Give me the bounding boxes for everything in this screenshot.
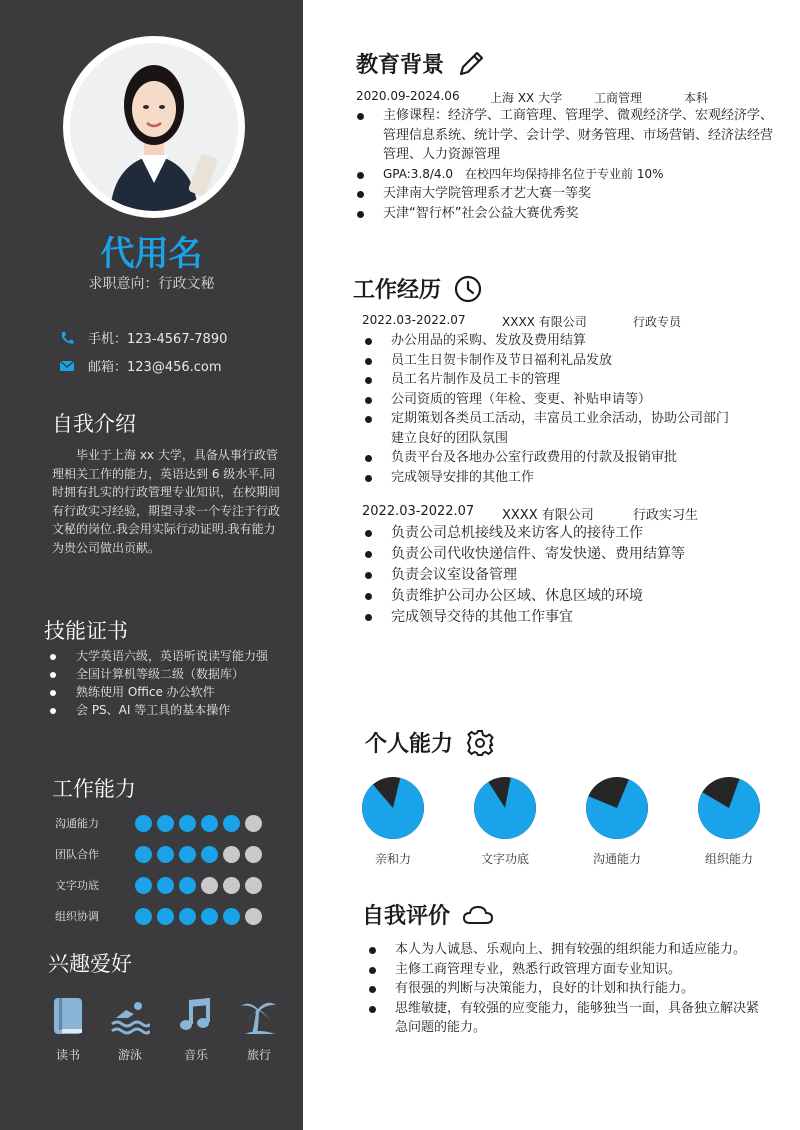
work-heading: 工作经历 bbox=[353, 278, 442, 303]
skills-heading: 技能证书 bbox=[44, 619, 128, 643]
pie-label: 组织能力 bbox=[704, 852, 753, 866]
education-major: 工商管理 bbox=[594, 91, 643, 105]
ability-dot-empty bbox=[245, 908, 262, 925]
sidebar bbox=[0, 0, 303, 1130]
ability-label: 沟通能力 bbox=[55, 817, 99, 830]
list-item: 负责会议室设备管理 bbox=[361, 565, 761, 586]
phone-icon bbox=[58, 331, 76, 345]
list-item: 会 PS、AI 等工具的基本操作 bbox=[48, 702, 280, 719]
ability-dot-empty bbox=[223, 846, 240, 863]
list-item: 公司资质的管理（年检、变更、补贴申请等） bbox=[361, 390, 741, 410]
ability-dot-filled bbox=[157, 846, 174, 863]
list-item: 负责维护公司办公区域、休息区域的环境 bbox=[361, 586, 761, 607]
hobby-label: 读书 bbox=[55, 1048, 80, 1062]
list-item: 有很强的判断与决策能力，良好的计划和执行能力。 bbox=[365, 979, 770, 999]
cloud-icon bbox=[462, 903, 494, 927]
job-meta bbox=[362, 504, 698, 523]
contact-email bbox=[58, 356, 222, 375]
list-item: 负责公司代收快递信件、寄发快递、费用结算等 bbox=[361, 544, 761, 565]
intro-text: 毕业于上海 xx 大学，具备从事行政管理相关工作的能力，英语达到 6 级水平.同时拥有扎实的行政管理专业知识，在校期间有行政实习经验，期望寻求一个专注于行政文秘的岗位.我会用实际行动证明.我有能力为贵公司做出贡献。 bbox=[52, 448, 281, 555]
ability-dot-empty bbox=[201, 877, 218, 894]
list-item: 天津南大学院管理系才艺大赛一等奖 bbox=[353, 184, 773, 204]
ability-dot-filled bbox=[179, 815, 196, 832]
list-item: 主修工商管理专业，熟悉行政管理方面专业知识。 bbox=[365, 960, 770, 980]
job-company: XXXX 有限公司 bbox=[502, 508, 594, 523]
ability-dot-empty bbox=[223, 877, 240, 894]
ability-row bbox=[55, 875, 267, 895]
ability-dot-filled bbox=[201, 815, 218, 832]
ability-dot-filled bbox=[201, 846, 218, 863]
list-item: 完成领导交待的其他工作事宜 bbox=[361, 607, 761, 628]
gear-icon bbox=[465, 728, 495, 758]
candidate-name: 代用名 bbox=[100, 234, 203, 274]
education-heading: 教育背景 bbox=[356, 53, 445, 78]
job-intent: 求职意向：行政文秘 bbox=[88, 276, 215, 292]
phone-text: 手机：123-4567-7890 bbox=[88, 332, 228, 347]
hobby-swimming bbox=[105, 996, 155, 1063]
pie-label: 文字功底 bbox=[480, 852, 529, 866]
hobby-music bbox=[171, 996, 221, 1063]
skills-list bbox=[48, 648, 280, 720]
ability-dot-filled bbox=[157, 908, 174, 925]
ability-dot-filled bbox=[135, 877, 152, 894]
education-school: 上海 XX 大学 bbox=[490, 91, 563, 105]
ability-dot-filled bbox=[157, 877, 174, 894]
ability-row bbox=[55, 844, 267, 864]
job-role: 行政实习生 bbox=[633, 508, 699, 523]
ability-dot-empty bbox=[245, 815, 262, 832]
list-item: 完成领导安排的其他工作 bbox=[361, 468, 741, 488]
job-period: 2022.03-2022.07 bbox=[362, 504, 475, 519]
ability-dot-filled bbox=[179, 877, 196, 894]
evaluation-heading: 自我评价 bbox=[362, 904, 451, 929]
email-text: 邮箱：123@456.com bbox=[88, 360, 222, 375]
pencil-icon bbox=[456, 49, 486, 79]
list-item: 主修课程：经济学、工商管理、管理学、微观经济学、宏观经济学、管理信息系统、统计学、会计学、财务管理、市场营销、经济法经营管理、人力资源管理 bbox=[353, 106, 773, 165]
clock-icon bbox=[453, 274, 483, 304]
ability-dot-filled bbox=[157, 815, 174, 832]
ability-row bbox=[55, 813, 267, 833]
list-item: 天津“智行杯”社会公益大赛优秀奖 bbox=[353, 204, 773, 224]
job-meta bbox=[362, 313, 681, 330]
ability-label: 文字功底 bbox=[55, 879, 99, 892]
hobby-label: 游泳 bbox=[117, 1048, 142, 1062]
education-meta bbox=[356, 89, 708, 106]
education-list bbox=[353, 106, 773, 223]
list-item: 负责平台及各地办公室行政费用的付款及报销审批 bbox=[361, 448, 741, 468]
swim-icon bbox=[110, 996, 150, 1036]
education-degree: 本科 bbox=[684, 91, 709, 105]
ability-dot-filled bbox=[135, 908, 152, 925]
list-item: 员工生日贺卡制作及节日福利礼品发放 bbox=[361, 351, 741, 371]
list-item: 思维敏捷，有较强的应变能力，能够独当一面，具备独立解决紧急问题的能力。 bbox=[365, 999, 770, 1038]
list-item: 全国计算机等级二级（数据库） bbox=[48, 666, 280, 683]
list-item: 员工名片制作及员工卡的管理 bbox=[361, 370, 741, 390]
hobby-label: 旅行 bbox=[246, 1048, 271, 1062]
job-list bbox=[361, 331, 741, 487]
hobbies-heading: 兴趣爱好 bbox=[48, 952, 132, 976]
pie-label: 亲和力 bbox=[374, 852, 411, 866]
pie-affinity bbox=[358, 776, 428, 867]
ability-label: 团队合作 bbox=[55, 848, 99, 861]
list-item: 办公用品的采购、发放及费用结算 bbox=[361, 331, 741, 351]
ability-dot-filled bbox=[201, 908, 218, 925]
hobby-label: 音乐 bbox=[183, 1048, 208, 1062]
evaluation-section bbox=[362, 899, 494, 930]
list-item: 定期策划各类员工活动，丰富员工业余活动，协助公司部门建立良好的团队氛围 bbox=[361, 409, 741, 448]
contact-phone bbox=[58, 328, 227, 347]
list-item: 本人为人诚恳、乐观向上、拥有较强的组织能力和适应能力。 bbox=[365, 940, 770, 960]
hobby-reading bbox=[43, 996, 93, 1063]
ability-dot-filled bbox=[223, 815, 240, 832]
avatar bbox=[70, 43, 238, 211]
ability-row bbox=[55, 906, 267, 926]
ability-dot-filled bbox=[223, 908, 240, 925]
ability-dot-filled bbox=[179, 908, 196, 925]
list-item: GPA:3.8/4.0 在校四年均保持排名位于专业前 10% bbox=[353, 165, 773, 185]
list-item: 大学英语六级，英语听说读写能力强 bbox=[48, 648, 280, 665]
list-item: 负责公司总机接线及来访客人的接待工作 bbox=[361, 523, 761, 544]
list-item: 熟练使用 Office 办公软件 bbox=[48, 684, 280, 701]
work-section bbox=[353, 273, 483, 304]
ability-dot-filled bbox=[135, 846, 152, 863]
ability-dot-empty bbox=[245, 877, 262, 894]
evaluation-list bbox=[365, 940, 770, 1038]
mail-icon bbox=[58, 359, 76, 373]
abilities-heading: 工作能力 bbox=[52, 777, 136, 801]
job-period: 2022.03-2022.07 bbox=[362, 313, 466, 327]
pie-organization bbox=[694, 776, 764, 867]
hobby-travel bbox=[234, 996, 284, 1063]
ability-label: 组织协调 bbox=[55, 910, 99, 923]
job-company: XXXX 有限公司 bbox=[502, 315, 587, 329]
pie-writing bbox=[470, 776, 540, 867]
pie-communication bbox=[582, 776, 652, 867]
music-icon bbox=[176, 996, 216, 1036]
palm-tree-icon bbox=[239, 996, 279, 1036]
personal-heading: 个人能力 bbox=[365, 732, 454, 757]
job-list bbox=[361, 523, 761, 628]
main-content bbox=[303, 0, 800, 1130]
education-section bbox=[356, 48, 486, 79]
pie-label: 沟通能力 bbox=[592, 852, 641, 866]
job-role: 行政专员 bbox=[633, 315, 682, 329]
ability-dot-empty bbox=[245, 846, 262, 863]
ability-dot-filled bbox=[135, 815, 152, 832]
ability-dot-filled bbox=[179, 846, 196, 863]
education-period: 2020.09-2024.06 bbox=[356, 89, 460, 103]
personal-section bbox=[365, 727, 495, 758]
intro-heading: 自我介绍 bbox=[52, 412, 136, 436]
book-icon bbox=[50, 996, 86, 1036]
